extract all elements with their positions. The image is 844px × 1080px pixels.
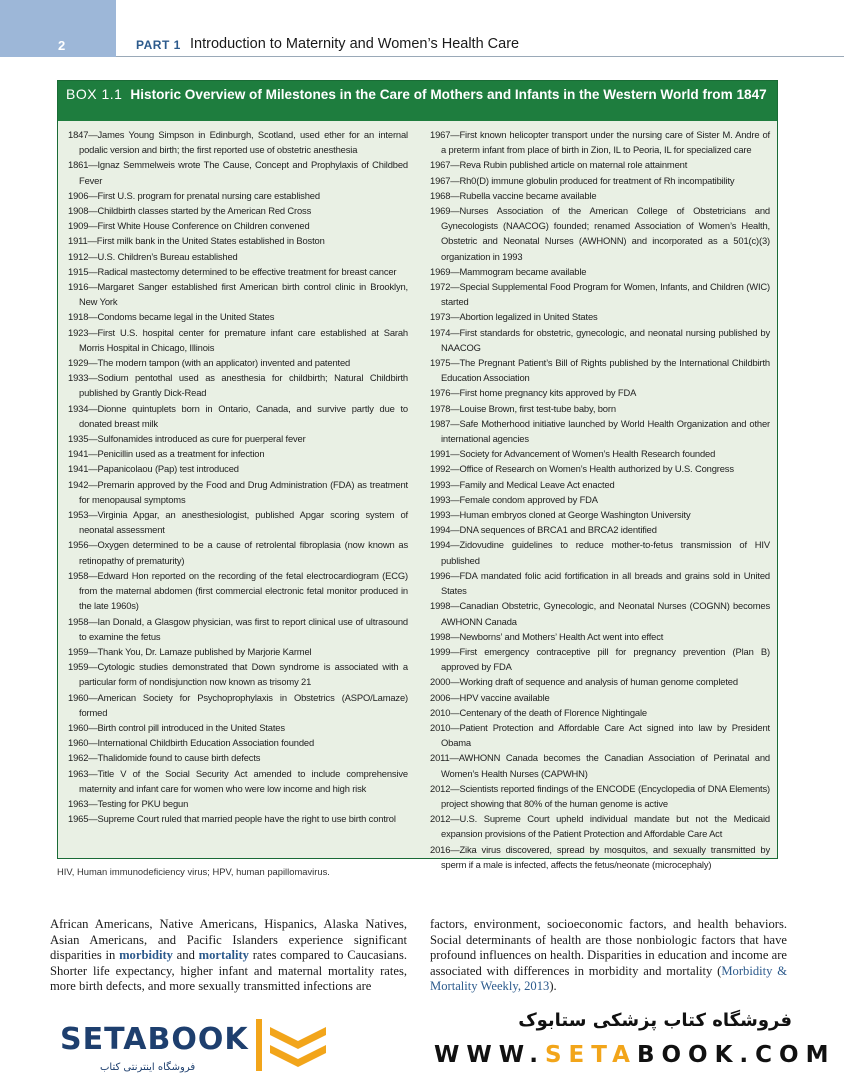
setabook-logo: [60, 1012, 249, 1076]
milestone-entry: 1960—American Society for Psychoprophylaxis in Obstetrics (ASPO/Lamaze) formed: [68, 691, 408, 718]
brand-chevron-icon: [254, 1017, 330, 1075]
milestone-entry: 1993—Human embryos cloned at George Washington University: [430, 509, 691, 521]
milestone-entry: 1992—Office of Research on Women’s Health authorized by U.S. Congress: [430, 463, 734, 475]
body-left-part1: African Americans, Native Americans, Hispanics, Alaska Natives, Asian Americans, and Pacific Islanders experience significant disparities in: [50, 917, 407, 963]
milestone-entry: 2000—Working draft of sequence and analysis of human genome completed: [430, 676, 738, 688]
right-column: [430, 127, 770, 872]
milestone-entry: 1994—DNA sequences of BRCA1 and BRCA2 identified: [430, 524, 657, 536]
milestone-entry: 1861—Ignaz Semmelweis wrote The Cause, Concept and Prophylaxis of Childbed Fever: [68, 159, 408, 186]
milestone-entry: 1999—First emergency contraceptive pill for pregnancy prevention (Plan B) approved by FDA: [430, 645, 770, 673]
milestone-entry: 1953—Virginia Apgar, an anesthesiologist, published Apgar scoring system of neonatal assessment: [68, 509, 408, 536]
milestone-entry: 1958—Ian Donald, a Glasgow physician, was first to report clinical use of ultrasound to examine the fetus: [68, 615, 408, 642]
milestone-entry: 1958—Edward Hon reported on the recording of the fetal electrocardiogram (ECG) from the maternal abdomen (first commercial electronic fetal monitor produced in the late 1960s): [68, 569, 408, 612]
milestone-entry: 2016—Zika virus discovered, spread by mosquitos, and sexually transmitted by sperm if a male is infected, affects the fetus/neonate (microcephaly): [430, 843, 770, 870]
box-header: [58, 81, 777, 121]
mortality-link[interactable]: mortality: [198, 948, 249, 963]
milestone-entry: 1942—Premarin approved by the Food and Drug Administration (FDA) as treatment for menopausal symptoms: [68, 478, 408, 505]
milestone-entry: 1978—Louise Brown, first test-tube baby, born: [430, 402, 616, 414]
box-number: BOX 1.1: [66, 86, 123, 102]
milestone-entry: 1941—Penicillin used as a treatment for infection: [68, 448, 265, 460]
milestone-entry: 1967—Rh0(D) immune globulin produced for treatment of Rh incompatibility: [430, 174, 735, 186]
milestone-entry: 1935—Sulfonamides introduced as cure for puerperal fever: [68, 433, 306, 445]
logo-letters: SETABOOK: [60, 1022, 249, 1057]
milestone-entry: 1916—Margaret Sanger established first American birth control clinic in Brooklyn, New York: [68, 281, 408, 308]
milestone-entry: 1972—Special Supplemental Food Program for Women, Infants, and Children (WIC) started: [430, 281, 770, 308]
milestone-entry: 2006—HPV vaccine available: [430, 691, 550, 703]
box-title: Historic Overview of Milestones in the Care of Mothers and Infants in the Western World from 1847: [130, 87, 767, 102]
part-label: PART 1: [136, 38, 181, 52]
url-suffix: BOOK.COM: [636, 1042, 836, 1068]
milestones-box: [57, 80, 778, 870]
header-rule: [116, 56, 844, 57]
morbidity-link[interactable]: morbidity: [119, 948, 173, 963]
box-footnote: HIV, Human immunodeficiency virus; HPV, human papillomavirus.: [57, 866, 330, 877]
milestone-entry: 1975—The Pregnant Patient’s Bill of Rights published by the International Childbirth Education Association: [430, 357, 770, 384]
milestone-entry: 1963—Title V of the Social Security Act amended to include comprehensive maternity and infant care for women who were low income and high risk: [68, 767, 408, 794]
milestone-entry: 1960—International Childbirth Education Association founded: [68, 737, 315, 749]
milestone-entry: 1969—Mammogram became available: [430, 265, 587, 277]
page-number: 2: [58, 38, 66, 53]
milestone-entry: 1918—Condoms became legal in the United States: [68, 311, 275, 323]
milestone-entry: 1973—Abortion legalized in United States: [430, 311, 598, 323]
milestone-entry: 1959—Thank You, Dr. Lamaze published by Marjorie Karmel: [68, 645, 312, 657]
milestone-entry: 1994—Zidovudine guidelines to reduce mother-to-fetus transmission of HIV published: [430, 539, 770, 566]
milestone-entry: 2012—U.S. Supreme Court upheld individual mandate but not the Medicaid expansion provisions of the Patient Protection and Affordable Care Act: [430, 813, 770, 840]
milestone-entry: 1959—Cytologic studies demonstrated that Down syndrome is associated with a particular form of nondisjunction now known as trisomy 21: [68, 661, 408, 688]
url-prefix: WWW.: [434, 1042, 545, 1068]
milestone-entry: 1969—Nurses Association of the American College of Obstetricians and Gynecologists (NAACOG) founded; renamed Association of Women’s Health, Obstetric and Neonatal Nurses (AWHONN) and incorporated as a 501(c)(3) organization in 1993: [430, 205, 770, 262]
logo-subtitle: فروشگاه اینترنتی کتاب: [100, 1062, 196, 1073]
body-left-and: and: [172, 948, 199, 963]
left-column: [68, 127, 408, 826]
body-right-part2: ).: [549, 979, 557, 994]
milestone-entry: 1911—First milk bank in the United States established in Boston: [68, 235, 325, 247]
milestone-entry: 1929—The modern tampon (with an applicator) invented and patented: [68, 357, 351, 369]
milestone-entry: 1906—First U.S. program for prenatal nursing care established: [68, 189, 320, 201]
milestone-entry: 1923—First U.S. hospital center for premature infant care established at Sarah Morris Hospital in Chicago, Illinois: [68, 326, 408, 353]
milestone-entry: 1908—Childbirth classes started by the American Red Cross: [68, 205, 312, 217]
body-right-part1: factors, environment, socioeconomic factors, and health behaviors. Social determinants of health are those nonbiologic factors that have profound influences on health. Disparities in education and income are associated with differences in morbidity and mortality (: [430, 917, 787, 978]
milestone-entry: 1915—Radical mastectomy determined to be effective treatment for breast cancer: [68, 265, 397, 277]
milestone-entry: 2010—Centenary of the death of Florence Nightingale: [430, 706, 647, 718]
milestone-entry: 1934—Dionne quintuplets born in Ontario, Canada, and survive partly due to donated breast milk: [68, 402, 408, 429]
body-left-part2: rates compared to Caucasians. Shorter life expectancy, higher infant and maternal mortality rates, more birth defects, and more sexually transmitted infections are: [50, 948, 407, 994]
milestone-entry: 2012—Scientists reported findings of the ENCODE (Encyclopedia of DNA Elements) project showing that 80% of the human genome is active: [430, 782, 770, 809]
milestone-entry: 1965—Supreme Court ruled that married people have the right to use birth control: [68, 813, 396, 825]
milestone-entry: 1967—Reva Rubin published article on maternal role attainment: [430, 159, 688, 171]
store-name: فروشگاه کتاب پزشکی ستابوک: [518, 1010, 792, 1031]
milestone-entry: 1998—Canadian Obstetric, Gynecologic, and Neonatal Nurses (COGNN) becomes AWHONN Canada: [430, 600, 770, 627]
milestone-entry: 1933—Sodium pentothal used as anesthesia for childbirth; Natural Childbirth published by Grantly Dick-Read: [68, 372, 408, 399]
chapter-title: Introduction to Maternity and Women’s Health Care: [190, 36, 520, 52]
milestone-entry: 1963—Testing for PKU begun: [68, 797, 189, 809]
milestone-entry: 1967—First known helicopter transport under the nursing care of Sister M. Andre of a preterm infant from place of birth in Zion, IL to Peoria, IL for specialized care: [430, 129, 770, 156]
milestone-entry: 1974—First standards for obstetric, gynecologic, and neonatal nursing published by NAACOG: [430, 326, 770, 353]
milestone-entry: 1987—Safe Motherhood initiative launched by World Health Organization and other international agencies: [430, 417, 770, 445]
milestone-entry: 1993—Female condom approved by FDA: [430, 493, 598, 505]
body-text-right: [430, 917, 787, 995]
milestone-entry: 2011—AWHONN Canada becomes the Canadian Association of Perinatal and Women’s Health Nurses (CAPWHN): [430, 752, 770, 779]
store-url[interactable]: [434, 1042, 835, 1068]
milestone-entry: 1909—First White House Conference on Children convened: [68, 220, 310, 232]
milestone-entry: 1960—Birth control pill introduced in the United States: [68, 721, 285, 733]
milestone-entry: 1996—FDA mandated folic acid fortification in all breads and grains sold in United States: [430, 569, 770, 597]
body-text-left: [50, 917, 407, 995]
milestone-entry: 1993—Family and Medical Leave Act enacted: [430, 478, 615, 490]
milestone-entry: 1956—Oxygen determined to be a cause of retrolental fibroplasia (now known as retinopathy of prematurity): [68, 539, 408, 566]
milestone-entry: 2010—Patient Protection and Affordable Care Act signed into law by President Obama: [430, 721, 770, 749]
milestone-entry: 1976—First home pregnancy kits approved by FDA: [430, 387, 637, 399]
milestone-entry: 1991—Society for Advancement of Women’s Health Research founded: [430, 448, 716, 460]
milestone-entry: 1847—James Young Simpson in Edinburgh, Scotland, used ether for an internal podalic version and birth; the first reported use of obstetric anesthesia: [68, 129, 408, 156]
milestone-entry: 1941—Papanicolaou (Pap) test introduced: [68, 463, 239, 475]
milestone-entry: 1962—Thalidomide found to cause birth defects: [68, 752, 261, 764]
milestone-entry: 1968—Rubella vaccine became available: [430, 189, 597, 201]
citation-link[interactable]: Morbidity & Mortality Weekly, 2013: [430, 963, 787, 994]
milestone-entry: 1912—U.S. Children’s Bureau established: [68, 250, 238, 262]
milestone-entry: 1998—Newborns’ and Mothers’ Health Act went into effect: [430, 630, 664, 642]
url-highlight: SETA: [544, 1042, 637, 1068]
